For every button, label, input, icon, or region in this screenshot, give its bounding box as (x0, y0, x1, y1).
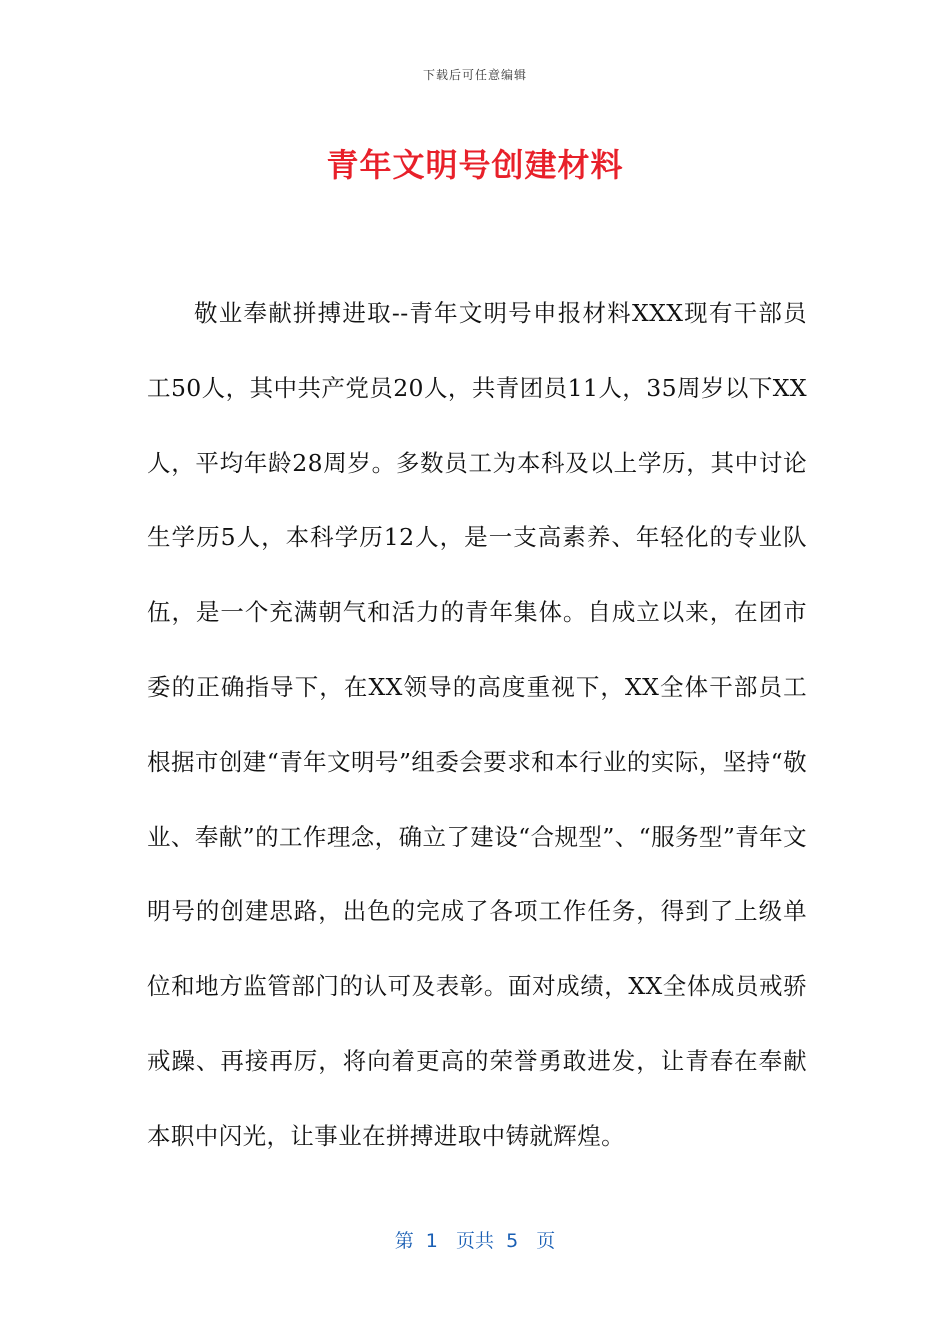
header-note: 下载后可任意编辑 (422, 68, 527, 82)
document-title: 青年文明号创建材料 (326, 146, 624, 184)
body-paragraph: 敬业奉献拼搏进取--青年文明号申报材料XXX现有干部员工50人，其中共产党员20人，共青团员11人，35周岁以下XX人，平均年龄28周岁。多数员工为本科及以上学历，其中讨论生学历5人，本科学历12人，是一支高素养、年轻化的专业队伍，是一个充满朝气和活力的青年集体。自成立以来，在团市委的正确指导下，在XX领导的高度重视下，XX全体干部员工根据市创建“青年文明号”组委会要求和本行业的实际，坚持“敬业、奉献”的工作理念，确立了建设“合规型”、“服务型”青年文明号的创建思路，出色的完成了各项工作任务，得到了上级单位和地方监管部门的认可及表彰。面对成绩，XX全体成员戒骄戒躁、再接再厉，将向着更高的荣誉勇敢进发，让青春在奉献本职中闪光，让事业在拼搏进取中铸就辉煌。 (147, 299, 807, 1150)
page-number-footer: 第 1 页共 5 页 (394, 1230, 556, 1252)
